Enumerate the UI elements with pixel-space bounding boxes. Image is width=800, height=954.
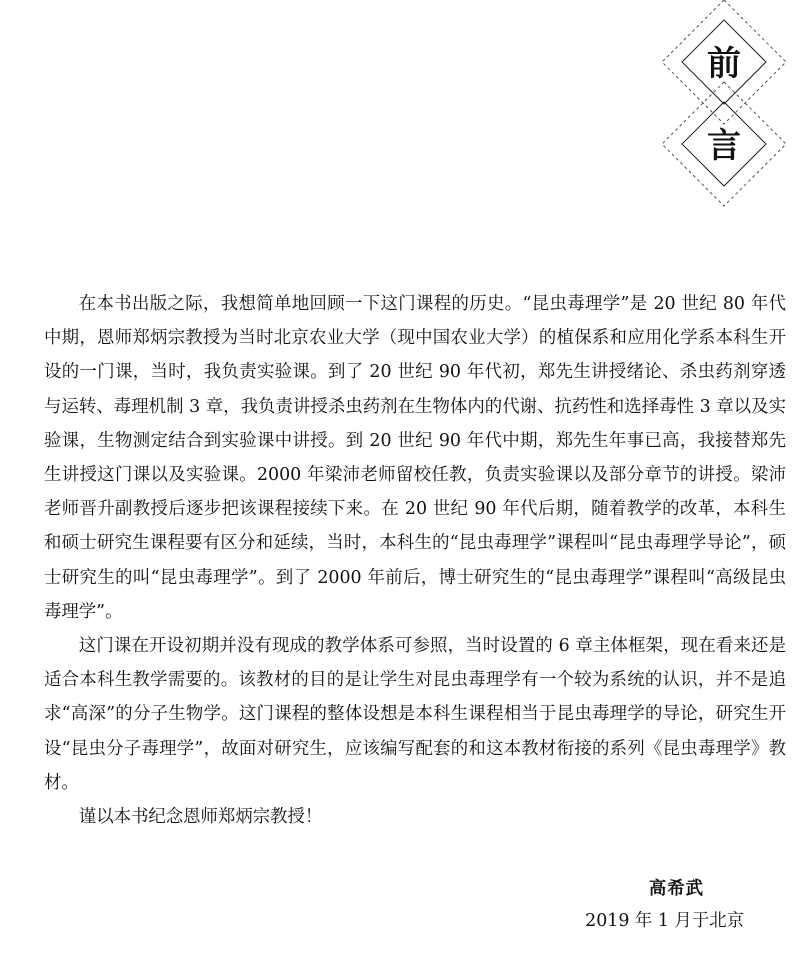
paragraph-history: 在本书出版之际，我想简单地回顾一下这门课程的历史。“昆虫毒理学”是 20 世纪 80 年代中期，恩师郑炳宗教授为当时北京农业大学（现中国农业大学）的植保系和应用化学系本科生开设的一门课，当时，我负责实验课。到了 20 世纪 90 年代初，郑先生讲授绪论、杀虫药剂穿透与运转、毒理机制 3 章，我负责讲授杀虫药剂在生物体内的代谢、抗药性和选择毒性 3 章以及实验课，生物测定结合到实验课中讲授。到 20 世纪 90 年代中期，郑先生年事已高，我接替郑先生讲授这门课以及实验课。2000 年梁沛老师留校任教，负责实验课以及部分章节的讲授。梁沛老师晋升副教授后逐步把该课程接续下来。在 20 世纪 90 年代后期，随着教学的改革，本科生和硕士研究生课程要有区分和延续，当时，本科生的“昆虫毒理学”课程叫“昆虫毒理学导论”，硕士研究生的叫“昆虫毒理学”。到了 2000 年前后，博士研究生的“昆虫毒理学”课程叫“高级昆虫毒理学”。 bbox=[44, 294, 786, 622]
heading-ornament bbox=[0, 0, 800, 240]
signature-date: 2019 年 1 月于北京 bbox=[585, 911, 744, 931]
paragraph-dedication: 谨以本书纪念恩师郑炳宗教授！ bbox=[78, 807, 323, 828]
author-name: 高希武 bbox=[648, 879, 704, 899]
paragraph-purpose: 这门课在开设初期并没有现成的教学体系可参照，当时设置的 6 章主体框架，现在看来还是适合本科生教学需要的。该教材的目的是让学生对昆虫毒理学有一个较为系统的认识，并不是追求“高深”的分子生物学。这门课程的整体设想是本科生课程相当于昆虫毒理学的导论，研究生开设“昆虫分子毒理学”，故面对研究生，应该编写配套的和这本教材衔接的系列《昆虫毒理学》教材。 bbox=[44, 636, 786, 793]
preface-body bbox=[44, 287, 786, 834]
heading-char-qian: 前 bbox=[707, 44, 741, 84]
heading-char-yan: 言 bbox=[707, 126, 741, 166]
